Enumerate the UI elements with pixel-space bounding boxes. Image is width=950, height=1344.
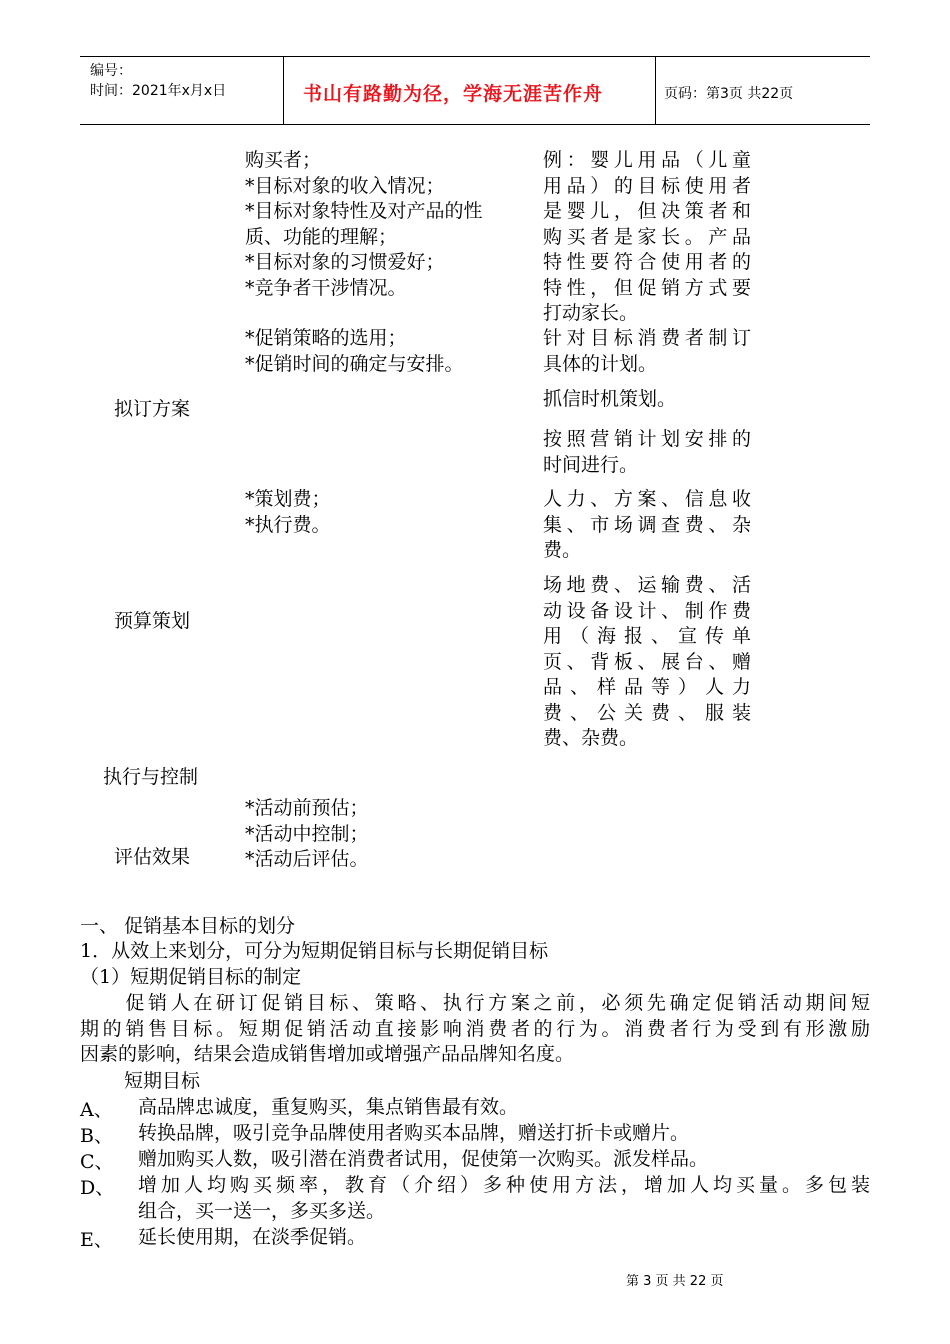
right-line: 费、公关费、服装: [543, 701, 751, 724]
list-item-line: 组合，买一送一，多买多送。: [138, 1199, 386, 1222]
middle-line: *竞争者干涉情况。: [245, 276, 407, 299]
right-block-schedule: [543, 427, 751, 478]
header-divider-left: [283, 56, 284, 124]
list-item-marker: C、: [80, 1151, 114, 1173]
right-line: 例：婴儿用品（儿童: [543, 149, 751, 171]
right-line: 抓信时机策划。: [543, 388, 677, 410]
middle-line: *目标对象的习惯爱好；: [245, 251, 445, 273]
middle-line: *活动前预估；: [245, 797, 369, 819]
subsubsection-heading: （1）短期促销目标的制定: [80, 966, 302, 988]
footer-page-number: 第 3 页 共 22 页: [626, 1274, 724, 1289]
middle-line: 购买者；: [245, 149, 322, 171]
document-number-label: 编号：: [90, 63, 132, 79]
short-goal-label: 短期目标: [124, 1070, 201, 1092]
middle-line: *活动中控制；: [245, 822, 369, 845]
right-line: 品、样品等）人力: [543, 676, 751, 698]
label-budget: 预算策划: [114, 610, 191, 632]
right-line: 页、背板、展台、赠: [543, 650, 751, 673]
right-block-example: [543, 148, 751, 327]
header-motto: 书山有路勤为径，学海无涯苦作舟: [303, 83, 604, 105]
right-line: 费。: [543, 539, 582, 561]
right-line: 是婴儿，但决策者和: [543, 200, 751, 222]
right-line: 时间进行。: [543, 453, 639, 476]
section-heading: 一、 促销基本目标的划分: [80, 915, 296, 937]
label-evaluation: 评估效果: [114, 846, 191, 868]
right-line: 场地费、运输费、活: [543, 574, 751, 596]
right-line: 购买者是家长。产品: [543, 225, 751, 248]
label-execution: 执行与控制: [103, 766, 199, 788]
label-plan: 拟订方案: [114, 398, 191, 420]
right-line: 按照营销计划安排的: [543, 428, 751, 450]
header-page-info: 页码：第3页 共22页: [664, 86, 794, 102]
right-line: 特性要符合使用者的: [543, 251, 751, 273]
document-date: 时间：2021年x月x日: [90, 83, 227, 99]
list-item-marker: D、: [80, 1177, 115, 1199]
middle-line: 质、功能的理解；: [245, 225, 398, 248]
middle-line: *活动后评估。: [245, 848, 369, 870]
subsection-heading: 1．从效上来划分，可分为短期促销目标与长期促销目标: [80, 940, 549, 962]
middle-block-strategy: [245, 326, 464, 377]
right-block-execution-fees: [543, 573, 751, 752]
list-item-line: 增加人均购买频率，教育（介绍）多种使用方法，增加人均买量。多包装: [138, 1174, 870, 1196]
right-line: 人力、方案、信息收: [543, 488, 751, 510]
middle-line: *执行费。: [245, 513, 331, 536]
list-item-text: 延长使用期，在淡季促销。: [138, 1226, 367, 1248]
paragraph-line: 促销人在研订促销目标、策略、执行方案之前，必须先确定促销活动期间短: [80, 992, 870, 1014]
middle-line: *策划费；: [245, 488, 331, 510]
right-line: 特性，但促销方式要: [543, 276, 751, 299]
right-line: 具体的计划。: [543, 352, 658, 375]
list-item-text: 赠加购买人数，吸引潜在消费者试用，促使第一次购买。派发样品。: [138, 1148, 709, 1170]
right-line: 用品）的目标使用者: [543, 174, 751, 197]
right-line: 打动家长。: [543, 302, 639, 324]
header-bottom-rule: [80, 124, 870, 125]
middle-line: *目标对象特性及对产品的性: [245, 200, 483, 222]
paragraph: [80, 991, 870, 1068]
header-divider-right: [655, 56, 656, 124]
paragraph-line: 期的销售目标。短期促销活动直接影响消费者的行为。消费者行为受到有形激励: [80, 1017, 870, 1040]
right-line: 费、杂费。: [543, 727, 639, 749]
middle-line: *促销时间的确定与安排。: [245, 352, 464, 375]
middle-block-evaluation: [245, 796, 369, 873]
middle-block-fees: [245, 487, 331, 538]
paragraph-line: 因素的影响，结果会造成销售增加或增强产品品牌知名度。: [80, 1043, 575, 1065]
right-line: 动设备设计、制作费: [543, 599, 751, 622]
middle-line: *促销策略的选用；: [245, 327, 407, 349]
right-block-planning-fees: [543, 487, 751, 564]
header-top-rule: [80, 56, 870, 57]
right-block-timing: [543, 387, 751, 413]
list-item-marker: A、: [80, 1099, 113, 1121]
list-item-marker: E、: [80, 1229, 113, 1251]
list-item-text: [138, 1173, 870, 1224]
right-line: 集、市场调查费、杂: [543, 513, 751, 536]
list-item-text: 高品牌忠诚度，重复购买，集点销售最有效。: [138, 1096, 519, 1118]
right-line: 针对目标消费者制订: [543, 327, 751, 349]
list-item-marker: B、: [80, 1125, 113, 1147]
right-block-plan: [543, 326, 751, 377]
middle-line: *目标对象的收入情况；: [245, 174, 445, 197]
list-item-text: 转换品牌，吸引竞争品牌使用者购买本品牌，赠送打折卡或赠片。: [138, 1122, 690, 1144]
middle-block-target: [245, 148, 483, 301]
right-line: 用（海报、宣传单: [543, 625, 751, 647]
